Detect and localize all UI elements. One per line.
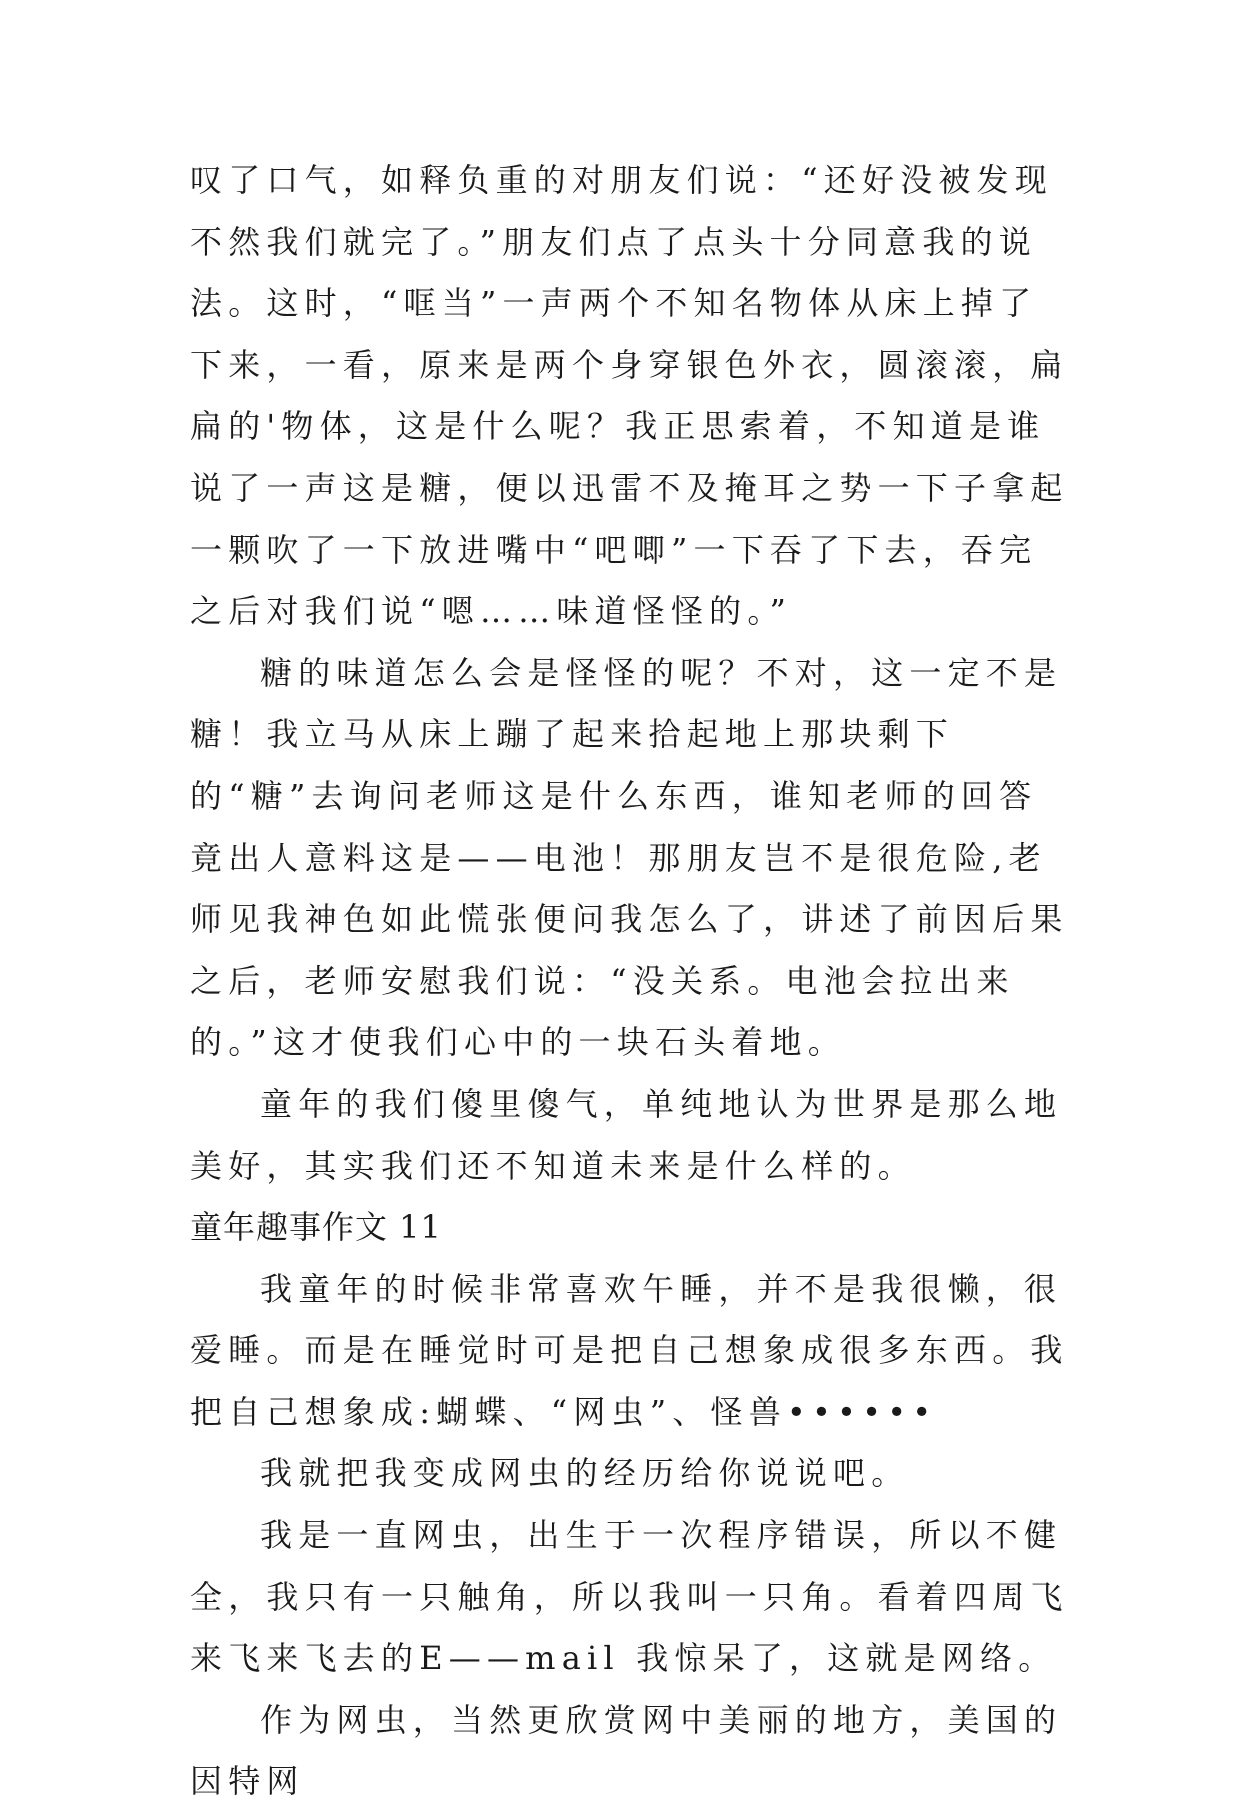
document-body xyxy=(190,150,1070,1813)
section-title: 童年趣事作文 11 xyxy=(190,1208,442,1247)
section-paragraph-1: 我童年的时候非常喜欢午睡，并不是我很懒，很爱睡。而是在睡觉时可是把自己想象成很多东西。我把自己想象成:蝴蝶、“网虫”、怪兽•••••• xyxy=(190,1269,1069,1431)
paragraph-2: 糖的味道怎么会是怪怪的呢？不对，这一定不是糖！我立马从床上蹦了起来拾起地上那块剩下的“糖”去询问老师这是什么东西，谁知老师的回答竟出人意料这是——电池！那朋友岂不是很危险,老师见我神色如此慌张便问我怎么了，讲述了前因后果之后，老师安慰我们说：“没关系。电池会拉出来的。”这才使我们心中的一块石头着地。 xyxy=(190,653,1069,1062)
section-paragraph-4: 作为网虫，当然更欣赏网中美丽的地方，美国的因特网 xyxy=(190,1700,1063,1801)
section-paragraph-3: 我是一直网虫，出生于一次程序错误，所以不健全，我只有一只触角，所以我叫一只角。看着四周飞来飞来飞去的E——mail 我惊呆了，这就是网络。 xyxy=(190,1516,1069,1678)
section-paragraph-2: 我就把我变成网虫的经历给你说说吧。 xyxy=(260,1454,910,1493)
paragraph-1: 叹了口气，如释负重的对朋友们说：“还好没被发现不然我们就完了。”朋友们点了点头十分同意我的说法。这时，“哐当”一声两个不知名物体从床上掉了下来，一看，原来是两个身穿银色外衣，圆滚滚，扁扁的'物体，这是什么呢？我正思索着，不知道是谁说了一声这是糖，便以迅雷不及掩耳之势一下子拿起一颗吹了一下放进嘴中“吧唧”一下吞了下去，吞完之后对我们说“嗯……味道怪怪的。” xyxy=(190,161,1069,631)
paragraph-3: 童年的我们傻里傻气，单纯地认为世界是那么地美好，其实我们还不知道未来是什么样的。 xyxy=(190,1084,1063,1185)
